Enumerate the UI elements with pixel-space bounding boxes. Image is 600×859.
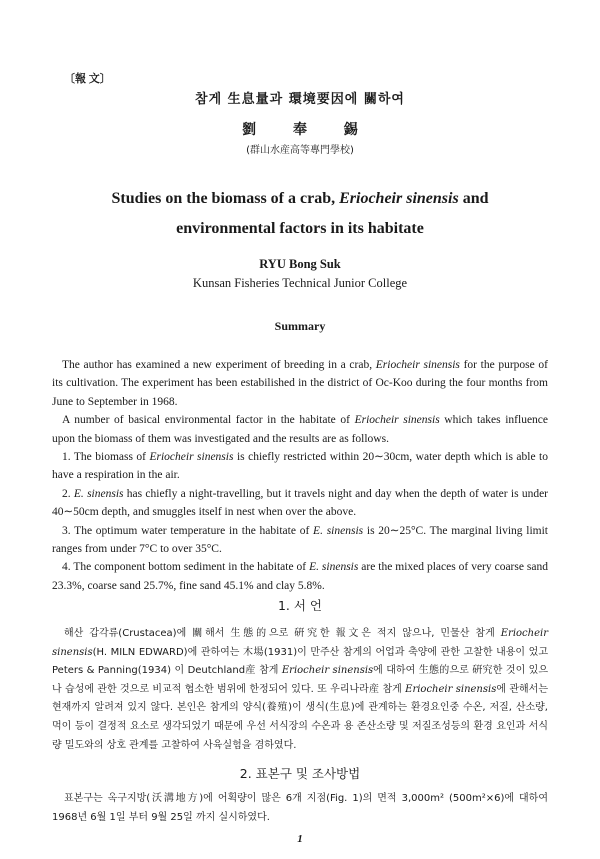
text: has chiefly a night-travelling, but it travels night and day when the depth of water is under 40∼50cm depth, and smuggles itself in nest when over the above. — [52, 487, 549, 519]
summary-paragraph-1 — [52, 356, 548, 411]
summary-paragraph-2 — [52, 411, 548, 448]
text: is 20∼25°C. The marginal living limit ranges from under 7°C to over 35°C. — [52, 524, 548, 556]
text: which takes influence upon the biomass of them was investigated and the results are as follows. — [52, 414, 549, 445]
section-1-body — [52, 625, 548, 755]
text: 에 관해서는 현재까지 알려져 있지 않다. 본인은 참게의 양식(養殖)이 생식(生息)에 관계하는 환경요인중 수온, 저질, 산소량, 먹이 등이 결정적 요소로 생각되었기 때문에 우선 서식장의 수온과 용 존산소량 및 저질조성등의 환경 요인과 서식량 밀도와의 상호 관계를 고찰하여 사육실험을 겸하였다. — [52, 683, 548, 751]
english-affiliation: Kunsan Fisheries Technical Junior College — [192, 276, 408, 290]
section-1-paragraph — [52, 625, 548, 755]
text: 4. The component bottom sediment in the habitate of — [62, 561, 310, 574]
english-author: RYU Bong Suk — [259, 257, 341, 271]
summary-item-3 — [52, 522, 548, 559]
text: A number of basical environmental factor in the habitate of — [62, 414, 355, 427]
species-name: Eriocheir sinensis — [281, 665, 374, 677]
species-name: Eriocheir sinensis — [354, 414, 440, 427]
english-title-line2: environmental factors in its habitate — [176, 220, 424, 237]
section-2-paragraph: 표본구는 옥구지방(沃溝地方)에 어획량이 많은 6개 지점(Fig. 1)의 면적 3,000m² (500m²×6)에 대하여 1968년 6월 1일 부터 9월 25일 까지 실시하였다. — [52, 793, 548, 823]
text: 1. The biomass of — [62, 451, 150, 464]
species-name: Eriocheir sinensis — [375, 359, 460, 371]
species-name: E. sinensis — [73, 487, 124, 500]
title-prefix: Studies on the biomass of a crab, — [111, 190, 340, 207]
report-type-tag: 〔報 文〕 — [64, 73, 111, 85]
summary-heading: Summary — [274, 319, 326, 333]
korean-author: 劉 奉 錫 — [242, 122, 358, 138]
species-name: E. sinensis — [309, 561, 359, 574]
species-name: Eriocheir sinensis — [149, 451, 234, 464]
text: for the purpose of its cultivation. The experiment has been estabilished in the district of Oc-Koo during the four months from June to September in 1968. — [52, 359, 548, 408]
text: 2. — [62, 487, 74, 500]
text: are the mixed places of very coarse sand 23.3%, coarse sand 25.7%, fine sand 45.1% and clay 5.8%. — [52, 561, 548, 592]
page-number: 1 — [297, 833, 303, 845]
summary-item-4 — [52, 558, 548, 595]
summary-item-2 — [52, 485, 548, 522]
species-name: Eriocheir sinensis — [405, 683, 497, 695]
korean-title: 참게 生息量과 環境要因에 關하여 — [195, 92, 405, 107]
text: 3. The optimum water temperature in the habitate of — [62, 524, 314, 537]
english-title — [0, 184, 600, 244]
english-title-line1 — [112, 190, 489, 207]
species-name: Eriocheir sinensis — [52, 628, 548, 658]
summary-body — [52, 356, 548, 595]
text: (H. MILN EDWARD)에 관하여는 木場(1931)이 만주산 참게의 어업과 축양에 관한 고찰한 내용이 었고 Peters & Panning(1934) 이 Deutchland産 참게 — [52, 646, 548, 677]
text: The author has examined a new experiment of breeding in a crab, — [62, 359, 376, 371]
text: is chiefly restricted within 20∼30cm, water depth which is able to have a respiration in the air. — [52, 451, 549, 482]
section-2-body — [52, 790, 548, 827]
summary-item-1 — [52, 448, 548, 485]
section-1-heading: 1. 서 언 — [277, 598, 323, 613]
korean-affiliation: (群山水産高等專門學校) — [246, 145, 354, 156]
text: 에 대하여 生態的으로 硏究한 것이 있으나 습성에 관한 것으로 비교적 협소한 범위에 한정되어 있다. 또 우리나라産 참게 — [52, 665, 548, 695]
species-name: E. sinensis — [313, 524, 364, 537]
text: 해산 갑각류(Crustacea)에 關해서 生態的으로 硏究한 報文은 적지 않으나, 민물산 참게 — [64, 628, 501, 639]
title-species: Eriocheir sinensis — [339, 190, 459, 207]
section-2-heading: 2. 표본구 및 조사방법 — [239, 766, 361, 781]
title-suffix: and — [458, 190, 489, 207]
